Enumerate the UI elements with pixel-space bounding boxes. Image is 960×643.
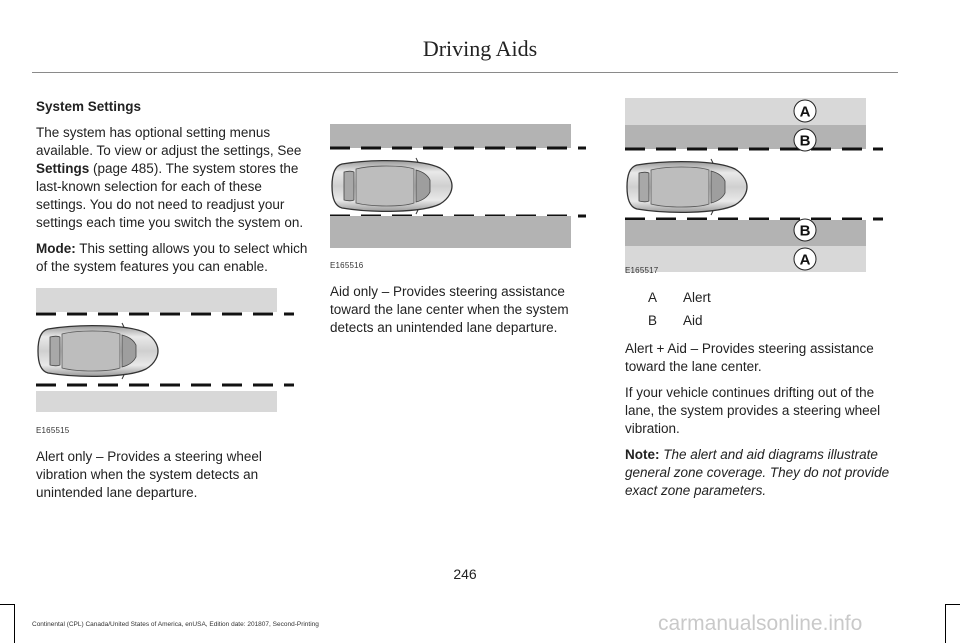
column-right-text	[625, 340, 897, 508]
paragraph-drift: If your vehicle continues drifting out of the lane, the system provides a steering wheel vibration.	[625, 385, 881, 436]
alert-zone-top	[625, 98, 866, 125]
paragraph-mode: Mode: This setting allows you to select which of the system features you can enable.	[36, 241, 308, 274]
callout-a-top	[794, 100, 816, 122]
aid-zone-bottom	[625, 220, 866, 246]
car-image	[332, 158, 452, 214]
paragraph-settings: The system has optional setting menus available. To view or adjust the settings, See Settings (page 485). The system stores the last-known selection for each of these settings. You do not need to readjust your settings each time you switch the system on.	[36, 125, 304, 230]
aid-zone-bottom	[330, 216, 571, 248]
svg-text:B: B	[799, 222, 811, 240]
svg-text:A: A	[799, 251, 811, 269]
crop-mark-left-h	[0, 604, 14, 605]
car-image	[38, 323, 158, 379]
car-image	[627, 159, 747, 215]
figure-code: E165515	[36, 426, 70, 435]
header-divider	[32, 72, 898, 73]
paragraph-alert-aid: Alert + Aid – Provides steering assistance toward the lane center.	[625, 341, 874, 374]
aid-zone-top	[330, 124, 571, 148]
callout-b-bottom	[794, 219, 816, 241]
alert-zone-bottom	[36, 391, 277, 412]
note: Note: The alert and aid diagrams illustrate general zone coverage. They do not provide exact zone parameters.	[625, 447, 890, 498]
edition-footer: Continental (CPL) Canada/United States of America, enUSA, Edition date: 201807, Second-Printing	[32, 621, 319, 628]
crop-mark-right-h	[946, 604, 960, 605]
alert-aid-diagram	[625, 98, 883, 274]
settings-link[interactable]: Settings	[36, 161, 90, 176]
column-left	[36, 98, 308, 284]
svg-text:B: B	[799, 132, 811, 150]
svg-text:A: A	[799, 103, 811, 121]
page-title: Driving Aids	[422, 36, 538, 61]
figure-code: E165516	[330, 261, 364, 270]
callout-a-bottom	[794, 248, 816, 270]
aid-zone-top	[625, 125, 866, 149]
page-number: 246	[453, 566, 477, 582]
alert-only-diagram	[36, 288, 294, 412]
callout-b-top	[794, 129, 816, 151]
section-heading: System Settings	[36, 99, 142, 114]
crop-mark-left	[14, 604, 15, 643]
figure-code: E165517	[625, 266, 659, 275]
alert-zone-bottom	[625, 246, 866, 272]
alert-zone-top	[36, 288, 277, 312]
caption-alert-only: Alert only – Provides a steering wheel vibration when the system detects an unintended lane departure.	[36, 449, 262, 500]
aid-only-diagram	[330, 124, 586, 248]
watermark: carmanualsonline.info	[658, 612, 863, 635]
crop-mark-right	[945, 604, 946, 643]
caption-aid-only: Aid only – Provides steering assistance toward the lane center when the system detects an unintended lane departure.	[330, 284, 569, 335]
